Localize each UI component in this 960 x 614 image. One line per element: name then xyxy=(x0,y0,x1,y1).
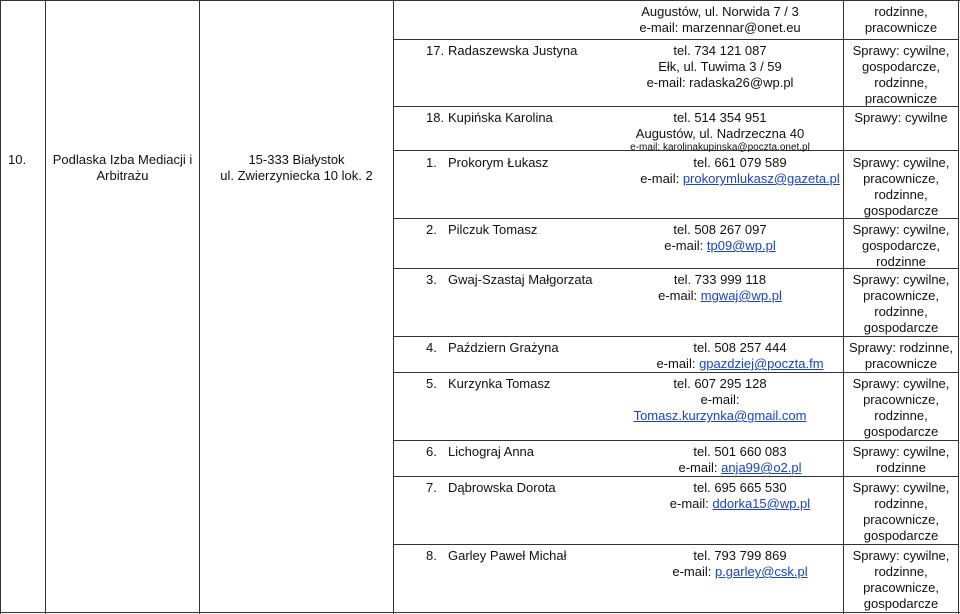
mediator-scope xyxy=(844,340,958,372)
mediator-name: Październ Grażyna xyxy=(448,340,559,355)
mediator-contact xyxy=(620,110,820,154)
scope-line: pracownicze, xyxy=(863,288,939,303)
entry-address-line: 15-333 Białystok xyxy=(248,152,345,167)
email-text xyxy=(620,460,860,476)
mediator-name: Kurzynka Tomasz xyxy=(448,376,551,391)
mediator-contact xyxy=(620,222,820,254)
entry-number: 10. xyxy=(8,152,27,167)
phone-text: tel. 793 799 869 xyxy=(693,548,787,563)
email-text: e-mail: karolinakupinska@poczta.onet.pl xyxy=(630,142,810,153)
mediator-contact xyxy=(620,43,820,91)
email-link[interactable]: prokorymlukasz@gazeta.pl xyxy=(682,171,840,186)
email-link[interactable]: anja99@o2.pl xyxy=(721,460,802,475)
phone-text: tel. 514 354 951 xyxy=(673,110,767,125)
scope-line: rodzinne, xyxy=(874,408,928,423)
column-divider xyxy=(45,0,46,614)
contact-line: e-mail: marzennar@onet.eu xyxy=(639,20,801,35)
scope-line: gospodarcze, xyxy=(861,59,941,74)
scope-line: pracownicze xyxy=(864,356,938,371)
table-border-bottom xyxy=(0,612,960,613)
mediator-name: Dąbrowska Dorota xyxy=(448,480,556,495)
scope-line: rodzinne, xyxy=(874,496,928,511)
entry-name-line: Podlaska Izba Mediacji i xyxy=(52,152,193,167)
mediator-contact xyxy=(620,444,860,476)
mediator-contact xyxy=(620,155,860,187)
email-prefix: e-mail: xyxy=(640,171,683,186)
entry-name-line: Arbitrażu xyxy=(96,168,149,183)
address-text: Ełk, ul. Tuwima 3 / 59 xyxy=(658,59,782,74)
scope-line: rodzinne xyxy=(876,254,926,269)
scope-line: rodzinne, xyxy=(874,304,928,319)
mediator-contact xyxy=(620,548,860,580)
mediator-scope xyxy=(844,376,958,440)
mediator-number: 3. xyxy=(426,272,437,287)
entry-address-line: ul. Zwierzyniecka 10 lok. 2 xyxy=(220,168,373,183)
email-text xyxy=(620,171,860,187)
mediator-number: 17. xyxy=(426,43,445,58)
email-text xyxy=(620,496,860,512)
email-link[interactable]: ddorka15@wp.pl xyxy=(712,496,811,511)
mediator-contact xyxy=(620,480,860,512)
scope-line: pracownicze xyxy=(864,91,938,106)
mediator-scope xyxy=(844,155,958,219)
mediator-number: 18. xyxy=(426,110,445,125)
scope-line: Sprawy: cywilne xyxy=(854,110,948,125)
mediator-scope xyxy=(844,4,958,36)
mediator-contact xyxy=(620,340,860,372)
email-text xyxy=(620,564,860,580)
scope-line: rodzinne, xyxy=(874,187,928,202)
scope-line: Sprawy: rodzinne, xyxy=(848,340,954,355)
email-prefix: e-mail: xyxy=(672,564,715,579)
scope-line: gospodarcze xyxy=(863,596,939,611)
mediator-scope xyxy=(844,272,958,336)
scope-line: pracownicze, xyxy=(863,171,939,186)
email-link[interactable]: p.garley@csk.pl xyxy=(714,564,808,579)
column-divider xyxy=(199,0,200,614)
mediator-number: 4. xyxy=(426,340,437,355)
email-prefix: e-mail: xyxy=(664,238,707,253)
email-prefix: e-mail: xyxy=(658,288,701,303)
scope-line: pracownicze xyxy=(864,20,938,35)
mediator-scope xyxy=(844,110,958,126)
scope-line: Sprawy: cywilne, xyxy=(852,272,950,287)
email-prefix: e-mail: xyxy=(700,392,740,407)
phone-text: tel. 501 660 083 xyxy=(693,444,787,459)
mediator-number: 7. xyxy=(426,480,437,495)
email-link[interactable]: mgwaj@wp.pl xyxy=(700,288,782,303)
mediator-name: Lichograj Anna xyxy=(448,444,535,459)
email-text xyxy=(620,238,820,254)
mediator-scope xyxy=(844,480,958,544)
mediator-contact xyxy=(600,4,840,36)
entry-address xyxy=(200,152,393,184)
email-link[interactable]: Tomasz.kurzynka@gmail.com xyxy=(633,408,807,423)
mediator-number: 8. xyxy=(426,548,437,563)
mediator-scope xyxy=(844,444,958,476)
scope-line: Sprawy: cywilne, xyxy=(852,480,950,495)
email-prefix: e-mail: xyxy=(669,496,713,511)
row-divider xyxy=(393,440,959,441)
scope-line: Sprawy: cywilne, xyxy=(852,43,950,58)
scope-line: rodzinne, xyxy=(874,564,928,579)
phone-text: tel. 607 295 128 xyxy=(673,376,767,391)
scope-line: Sprawy: cywilne, xyxy=(852,222,950,237)
email-prefix: e-mail: xyxy=(656,356,700,371)
mediator-name: Pilczuk Tomasz xyxy=(448,222,538,237)
scope-line: gospodarcze xyxy=(863,528,939,543)
mediator-number: 6. xyxy=(426,444,437,459)
scope-line: rodzinne, xyxy=(874,4,928,19)
mediator-scope xyxy=(844,43,958,107)
mediator-name: Kupińska Karolina xyxy=(448,110,553,125)
scope-line: gospodarcze xyxy=(863,320,939,335)
column-divider xyxy=(958,0,959,614)
email-prefix: e-mail: xyxy=(678,460,722,475)
row-divider xyxy=(393,372,959,373)
phone-text: tel. 661 079 589 xyxy=(693,155,787,170)
email-text xyxy=(620,356,860,372)
mediator-number: 5. xyxy=(426,376,437,391)
address-text: Augustów, ul. Nadrzeczna 40 xyxy=(635,126,805,141)
column-divider xyxy=(0,0,1,614)
scope-line: gospodarcze xyxy=(863,203,939,218)
entry-name xyxy=(46,152,199,184)
scope-line: Sprawy: cywilne, xyxy=(852,444,950,459)
mediator-scope xyxy=(844,548,958,612)
mediator-contact xyxy=(620,272,820,304)
mediator-name: Gwaj-Szastaj Małgorzata xyxy=(448,272,593,287)
mediator-scope xyxy=(844,222,958,270)
email-link[interactable]: gpazdziej@poczta.fm xyxy=(699,356,824,371)
phone-text: tel. 695 665 530 xyxy=(693,480,787,495)
mediator-name: Radaszewska Justyna xyxy=(448,43,578,58)
contact-line: Augustów, ul. Norwida 7 / 3 xyxy=(641,4,799,19)
email-link[interactable]: tp09@wp.pl xyxy=(706,238,776,253)
phone-text: tel. 734 121 087 xyxy=(673,43,767,58)
column-divider xyxy=(393,0,394,614)
mediator-contact xyxy=(620,376,820,424)
phone-text: tel. 733 999 118 xyxy=(673,272,767,287)
scope-line: pracownicze, xyxy=(863,392,939,407)
mediator-number: 1. xyxy=(426,155,437,170)
row-divider xyxy=(393,39,959,40)
scope-line: pracownicze, xyxy=(863,580,939,595)
mediator-name: Prokorym Łukasz xyxy=(448,155,549,170)
row-divider xyxy=(393,476,959,477)
table-border-top xyxy=(0,0,960,1)
scope-line: Sprawy: cywilne, xyxy=(852,376,950,391)
scope-line: gospodarcze xyxy=(863,424,939,439)
scope-line: Sprawy: cywilne, xyxy=(852,548,950,563)
phone-text: tel. 508 267 097 xyxy=(673,222,767,237)
scope-line: rodzinne, xyxy=(874,75,928,90)
mediator-number: 2. xyxy=(426,222,437,237)
row-divider xyxy=(393,336,959,337)
email-text: e-mail: radaska26@wp.pl xyxy=(646,75,794,90)
email-text xyxy=(620,288,820,304)
scope-line: rodzinne xyxy=(876,460,926,475)
mediator-name: Garley Paweł Michał xyxy=(448,548,567,563)
row-divider xyxy=(393,544,959,545)
scope-line: pracownicze, xyxy=(863,512,939,527)
phone-text: tel. 508 257 444 xyxy=(693,340,787,355)
scope-line: gospodarcze, xyxy=(861,238,941,253)
scope-line: Sprawy: cywilne, xyxy=(852,155,950,170)
